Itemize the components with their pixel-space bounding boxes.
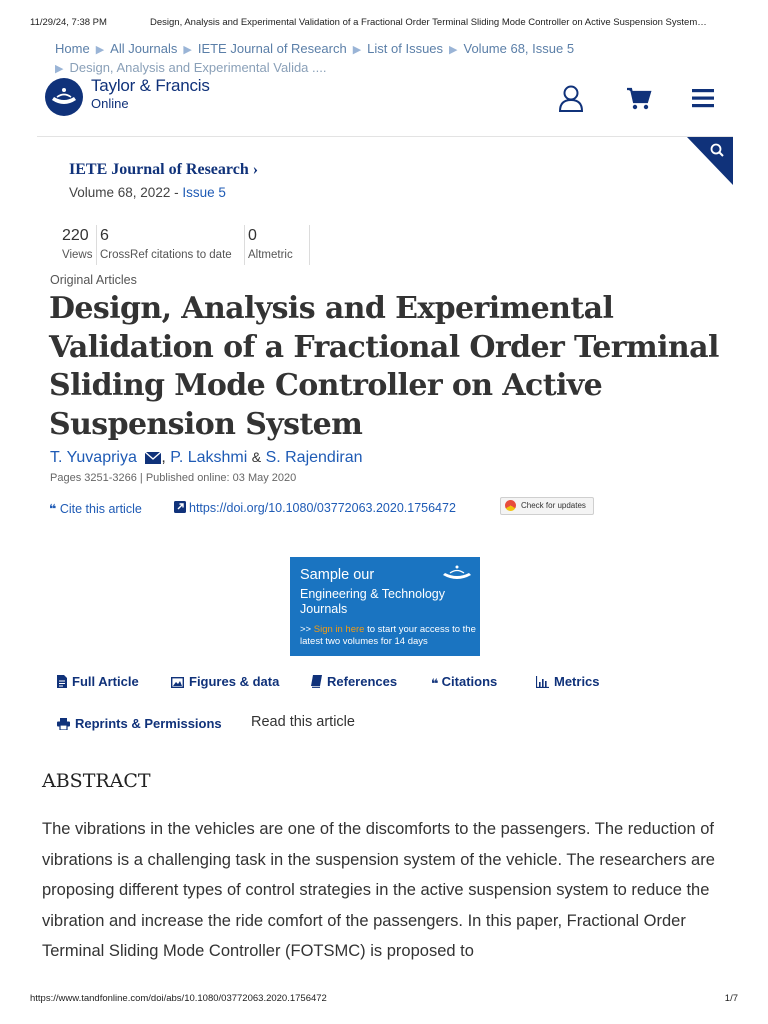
- metric-divider: [96, 225, 97, 265]
- bar-chart-icon: [536, 676, 549, 691]
- cart-icon[interactable]: [625, 84, 653, 112]
- header-divider: [37, 136, 733, 137]
- tab-label: Citations: [441, 674, 498, 689]
- tab-figures[interactable]: [171, 674, 279, 691]
- print-timestamp: 11/29/24, 7:38 PM: [30, 17, 107, 28]
- views-value: 220: [62, 227, 89, 244]
- article-category: Original Articles: [50, 273, 137, 287]
- tab-full-article[interactable]: [57, 674, 139, 691]
- views-label: Views: [62, 249, 93, 261]
- author-list: [50, 449, 363, 467]
- breadcrumb: [55, 40, 755, 78]
- volume-text: Volume 68, 2022 -: [69, 185, 183, 200]
- metric-divider: [244, 225, 245, 265]
- publication-info: Pages 3251-3266 | Published online: 03 May 2020: [50, 472, 297, 484]
- book-icon: [311, 675, 322, 691]
- author-link[interactable]: T. Yuvapriya: [50, 449, 137, 466]
- cite-label: Cite this article: [59, 502, 142, 516]
- journal-volume: [69, 185, 226, 200]
- breadcrumb-arrow-icon: ▶: [449, 44, 458, 56]
- tab-references[interactable]: [311, 674, 397, 691]
- journal-link[interactable]: [69, 161, 258, 179]
- author-separator: ,: [161, 449, 166, 466]
- promo-rest: to start your access to the latest two volumes for 14 days: [300, 624, 476, 647]
- breadcrumb-journal[interactable]: IETE Journal of Research: [197, 41, 347, 56]
- promo-prefix: >>: [300, 624, 314, 635]
- metric-altmetric[interactable]: [248, 227, 293, 261]
- issue-link[interactable]: Issue 5: [182, 185, 226, 200]
- tab-label: Reprints & Permissions: [75, 716, 222, 731]
- user-icon[interactable]: [557, 84, 585, 112]
- metric-views: [62, 227, 92, 261]
- brand-sub: Online: [91, 96, 129, 111]
- tab-citations[interactable]: [431, 674, 497, 692]
- envelope-icon[interactable]: [145, 452, 161, 464]
- image-icon: [171, 676, 184, 691]
- crossref-value: 6: [100, 227, 109, 244]
- search-icon[interactable]: [687, 137, 733, 185]
- print-page-title: Design, Analysis and Experimental Validation of a Fractional Order Terminal Sliding Mode Controller on Active Suspension System…: [150, 17, 707, 28]
- chevron-right-icon: ›: [252, 161, 259, 178]
- breadcrumb-arrow-icon: ▶: [55, 63, 64, 75]
- breadcrumb-current: Design, Analysis and Experimental Valida ....: [69, 60, 327, 75]
- tab-label: References: [327, 674, 398, 689]
- crossmark-icon: [505, 500, 516, 511]
- author-link[interactable]: P. Lakshmi: [170, 449, 248, 466]
- print-page-number: 1/7: [724, 993, 738, 1004]
- tab-label: Figures & data: [189, 674, 280, 689]
- breadcrumb-list-of-issues[interactable]: List of Issues: [367, 41, 444, 56]
- check-updates-label: Check for updates: [521, 501, 586, 510]
- brand-name: Taylor & Francis: [91, 76, 210, 95]
- tab-label: Metrics: [554, 674, 600, 689]
- promo-line2: Engineering & Technology Journals: [300, 587, 446, 616]
- breadcrumb-arrow-icon: ▶: [352, 44, 362, 56]
- breadcrumb-all-journals[interactable]: All Journals: [110, 41, 178, 56]
- tab-label: Full Article: [72, 674, 139, 689]
- promo-line1: Sample our: [300, 567, 375, 583]
- abstract-heading: ABSTRACT: [42, 770, 151, 792]
- journal-name: IETE Journal of Research: [69, 161, 249, 178]
- author-link[interactable]: S. Rajendiran: [265, 449, 363, 466]
- crossref-label: CrossRef citations to date: [100, 249, 232, 261]
- tab-metrics[interactable]: [536, 674, 600, 691]
- tab-reprints[interactable]: [57, 716, 222, 733]
- taylor-francis-lamp-icon: [440, 563, 474, 585]
- check-for-updates-button[interactable]: [500, 497, 594, 515]
- external-link-icon: [174, 501, 186, 513]
- altmetric-value: 0: [248, 227, 257, 244]
- sign-in-link[interactable]: Sign in here: [313, 624, 365, 635]
- doi-text: https://doi.org/10.1080/03772063.2020.1756472: [189, 501, 456, 515]
- breadcrumb-arrow-icon: ▶: [95, 44, 105, 56]
- quote-icon: ❝: [49, 502, 57, 516]
- breadcrumb-arrow-icon: ▶: [183, 44, 192, 56]
- read-this-article[interactable]: Read this article: [251, 714, 355, 730]
- promo-cta: [300, 624, 480, 647]
- altmetric-label: Altmetric: [248, 249, 293, 261]
- quote-icon: ❝: [431, 676, 439, 691]
- print-url: https://www.tandfonline.com/doi/abs/10.1080/03772063.2020.1756472: [30, 993, 327, 1004]
- doi-link[interactable]: [174, 501, 456, 515]
- breadcrumb-home[interactable]: Home: [55, 41, 90, 56]
- document-icon: [57, 675, 67, 691]
- author-separator: &: [251, 449, 262, 465]
- metric-crossref: [100, 227, 232, 261]
- promo-banner[interactable]: [290, 557, 480, 656]
- breadcrumb-volume[interactable]: Volume 68, Issue 5: [463, 41, 575, 56]
- article-title: Design, Analysis and Experimental Validation of a Fractional Order Terminal Sliding Mode Controller on Active Suspension System: [49, 291, 719, 442]
- menu-icon[interactable]: [690, 84, 718, 112]
- abstract-text: The vibrations in the vehicles are one of the discomforts to the passengers. The reduction of vibrations is a challenging task in the suspension system of the vehicle. The researchers are proposing different types of control strategies in the active suspension system to reduce the vibration and increase the ride comfort of the passengers. In this paper, Fractional Order Terminal Sliding Mode Controller (FOTSMC) is proposed to: [42, 820, 715, 960]
- printer-icon: [57, 718, 70, 733]
- metric-divider: [309, 225, 310, 265]
- taylor-francis-logo-icon[interactable]: [45, 78, 83, 116]
- cite-article-link[interactable]: [49, 501, 142, 516]
